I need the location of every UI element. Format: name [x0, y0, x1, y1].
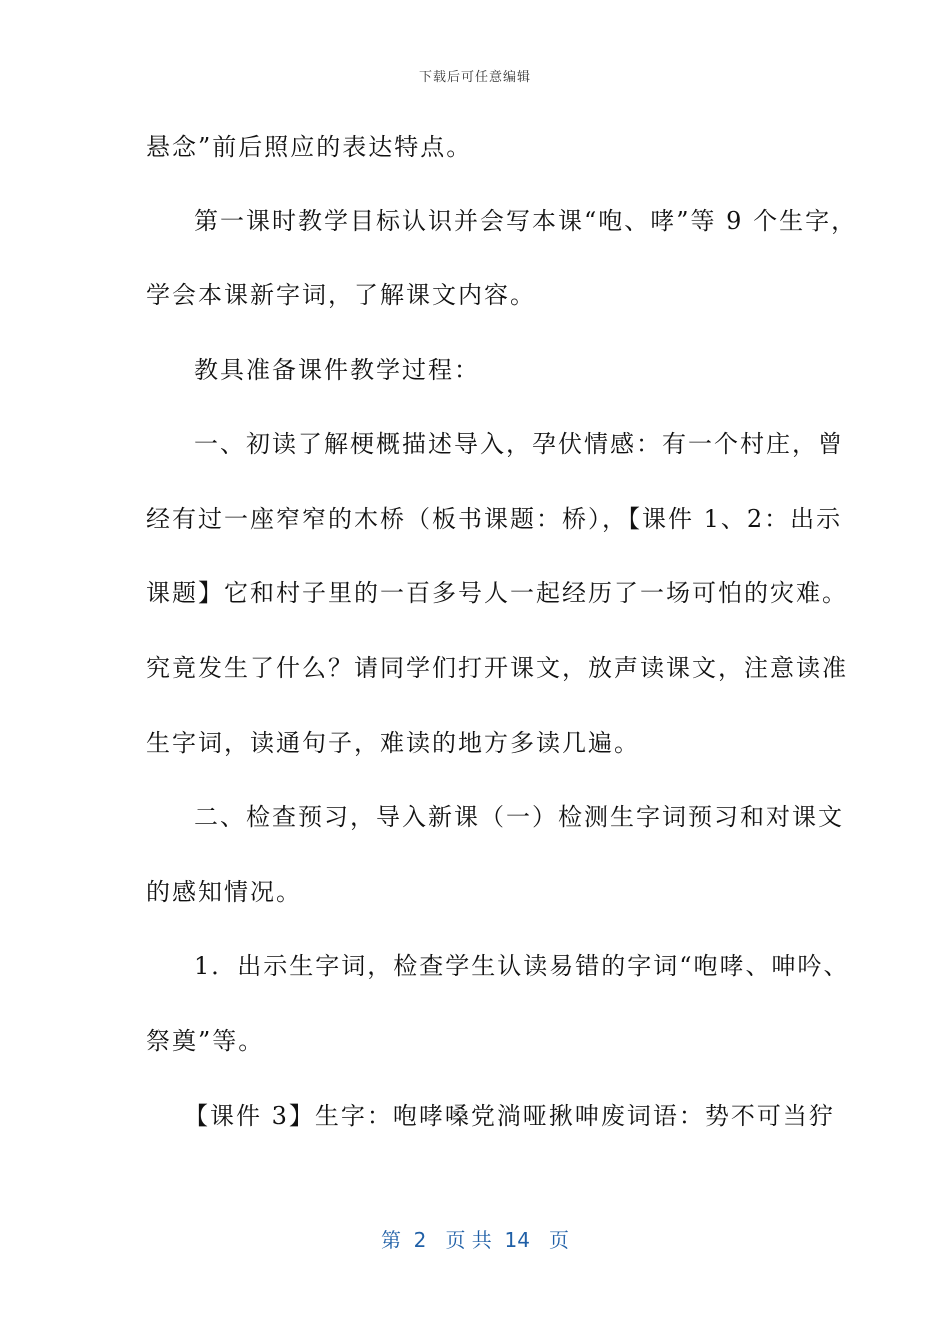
- text-line: 一、初读了解梗概描述导入，孕伏情感：有一个村庄，曾: [194, 430, 844, 458]
- text-line: 课题】它和村子里的一百多号人一起经历了一场可怕的灾难。: [146, 579, 848, 607]
- page-footer: 第 2 页 共 14 页: [380, 1228, 570, 1252]
- text-line: 悬念”前后照应的表达特点。: [146, 133, 473, 161]
- header-note: 下载后可任意编辑: [418, 70, 531, 85]
- text-line: 学会本课新字词，了解课文内容。: [146, 281, 536, 309]
- text-line: 教具准备课件教学过程：: [194, 356, 480, 384]
- text-line: 【课件 3】生字：咆哮嗓党淌哑揪呻废词语：势不可当狞: [184, 1102, 835, 1130]
- text-line: 二、检查预习，导入新课（一）检测生字词预习和对课文: [194, 803, 844, 831]
- text-line: 第一课时教学目标认识并会写本课“咆、哮”等 9 个生字，: [194, 207, 858, 235]
- text-line: 1．出示生字词，检查学生认读易错的字词“咆哮、呻吟、: [194, 952, 850, 980]
- text-line: 究竟发生了什么？请同学们打开课文，放声读课文，注意读准: [146, 654, 848, 682]
- text-line: 生字词，读通句子，难读的地方多读几遍。: [146, 729, 640, 757]
- text-line: 经有过一座窄窄的木桥（板书课题：桥），【课件 1、2：出示: [146, 505, 843, 533]
- text-line: 祭奠”等。: [146, 1027, 265, 1055]
- text-line: 的感知情况。: [146, 878, 302, 906]
